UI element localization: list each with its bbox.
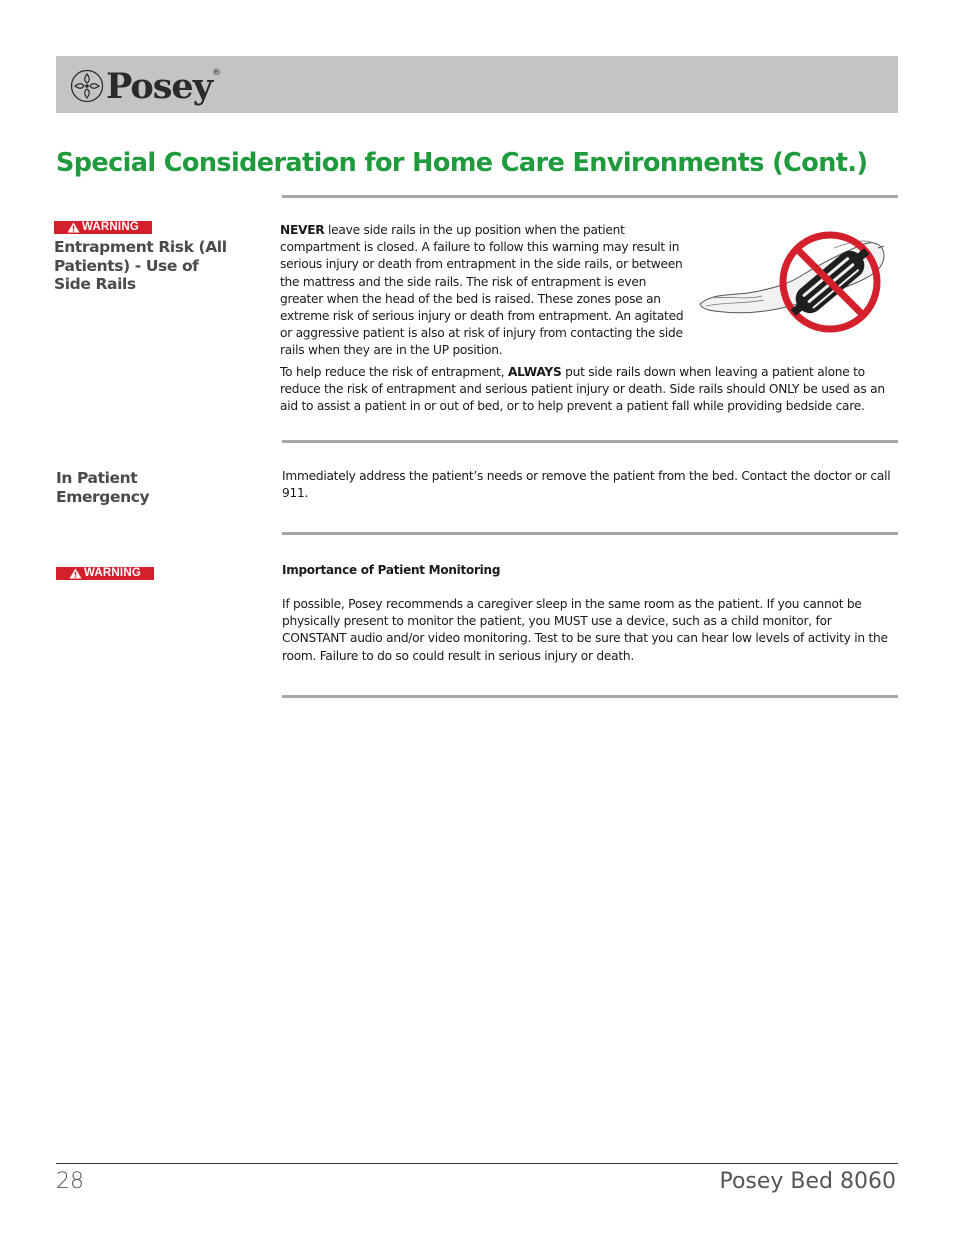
footer-rule — [56, 1163, 898, 1164]
section-divider — [282, 695, 898, 698]
entrapment-paragraph-2: To help reduce the risk of entrapment, ALWAYS put side rails down when leaving a patient alone to reduce the risk of entrapment and serious patient injury or death. Side rails should ONLY be used as an aid to assist a patient in or out of bed, or to help prevent a patient fall while providing bedside care. — [280, 365, 885, 414]
warning-badge — [54, 221, 152, 234]
emergency-text: Immediately address the patient’s needs or remove the patient from the bed. Contact the doctor or call 911. — [282, 469, 891, 501]
page-title: Special Consideration for Home Care Environments (Cont.) — [56, 148, 868, 178]
registered-mark: ® — [212, 68, 222, 78]
warning-badge-label: WARNING — [84, 567, 141, 579]
section-label-emergency: In Patient Emergency — [56, 469, 150, 506]
entrapment-paragraph-1: NEVER leave side rails in the up position when the patient compartment is closed. A failure to follow this warning may result in serious injury or death from entrapment in the side rails, or between the mattress and the side rails. The risk of entrapment is even greater when the head of the bed is raised. These zones pose an extreme risk of serious injury or death from entrapment. An agitated or aggressive patient is also at risk of injury from contacting the side rails when they are in the UP position. — [280, 223, 684, 358]
section-divider — [282, 440, 898, 443]
page-number: 28 — [56, 1169, 84, 1194]
section-divider — [282, 532, 898, 535]
warning-badge-label: WARNING — [82, 221, 139, 233]
monitoring-subhead: Importance of Patient Monitoring — [282, 563, 501, 577]
warning-badge — [56, 567, 154, 580]
always-emphasis: ALWAYS — [507, 365, 562, 379]
section-divider — [282, 195, 898, 198]
warning-triangle-icon — [67, 222, 80, 233]
monitoring-text: If possible, Posey recommends a caregiver sleep in the same room as the patient. If you cannot be physically present to monitor the patient, you MUST use a device, such as a child monitor, for CONSTANT audio and/or video monitoring. Test to be sure that you can hear low levels of activity in the room. Failure to do so could result in serious injury or death. — [282, 597, 888, 663]
logo-wordmark: Posey — [106, 65, 213, 107]
warning-triangle-icon — [69, 568, 82, 579]
posey-emblem-icon — [70, 69, 104, 103]
posey-logo — [70, 64, 221, 108]
header-bar — [56, 56, 898, 113]
no-side-rails-prohibition-icon — [694, 226, 896, 338]
never-emphasis: NEVER — [280, 223, 325, 237]
section-label-entrapment: Entrapment Risk (All Patients) - Use of Side Rails — [54, 238, 227, 293]
product-name: Posey Bed 8060 — [719, 1169, 896, 1194]
